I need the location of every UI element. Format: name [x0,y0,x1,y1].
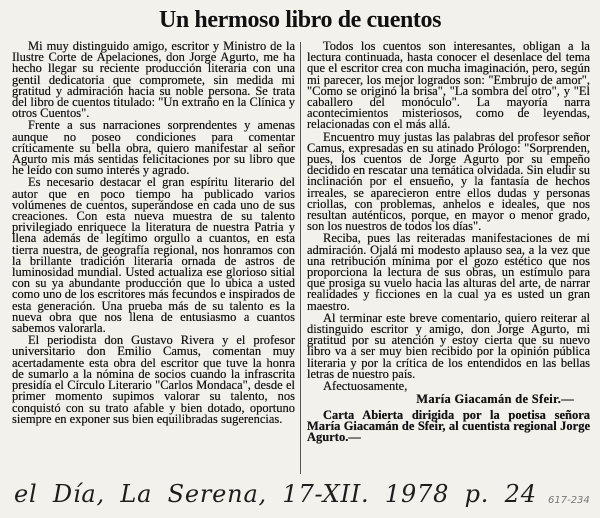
left-paragraph-2: Frente a sus narraciones sorprendentes y amenas aunque no poseo condiciones para comentar críticamente su bella obra, quiero manifestar al señor Agurto mis más sentidas felicitaciones por su libro que he leído con sumo interés y agrado. [12,118,295,178]
right-column [307,41,590,444]
closing-line: Afectuosamente, [323,379,408,394]
right-paragraph-2: Encuentro muy justas las palabras del profesor señor Camus, expresadas en su atinado Prólogo: "Sorprenden, pues, los cuentos de Jorge Agurto por su empeño decidido en rescatar una temática olvidada. Sin eludir su inclinación por el ensueño, y la fantasía de hechos irreales, se aparecieron entre ellos dudas y personas criollas, con problemas, anhelos e ideales, que nos resultan auténticos, porque, en mayor o menor grado, son los nuestros de todos los días". [307,129,590,234]
left-paragraph-4: El periodista don Gustavo Rivera y el profesor universitario don Emilio Camus, comentan muy acertadamente esta obra del escritor que tuve la honra de sumarlo a la nómina de socios cuando la infrascrita presidía el Círculo Literario "Carlos Mondaca", desde el primer momento supimos valorar su talento, nos conquistó con su trato afable y bien dotado, oportuno siempre en exponer sus bien equilibradas sugerencias. [12,333,295,426]
left-paragraph-1: Mi muy distinguido amigo, escritor y Ministro de la Ilustre Corte de Apelaciones, don Jorge Agurto, me ha hecho llegar su reciente producción literaria con una gentil dedicatoria que compromete, sin medida mi gratitud y admiración hacia su noble persona. Se trata del libro de cuentos titulado: "Un extraño en la Clínica y otros Cuentos". [12,39,295,121]
archive-reference-number: 617-234 [548,495,590,506]
author-signature: María Giacamán de Sfeir.— [416,392,574,407]
column-divider [300,42,301,474]
editorial-note: Carta Abierta dirigida por la poetisa señora María Giacamán de Sfeir, al cuentista regional Jorge Agurto.— [307,407,590,444]
right-paragraph-3: Reciba, pues las reiteradas manifestaciones de mi admiración. Ojalá mi modesto aplauso sea, a la vez que una retribución mínima por el gozo estético que nos proporciona la lectura de sus obras, un estímulo para que prosiga su vuelo hacia las alturas del arte, de narrar realidades y ficciones en la cual ya es usted un gran maestro. [307,231,590,313]
right-paragraph-4: Al terminar este breve comentario, quiero reiterar al distinguido escritor y amigo, don Jorge Agurto, mi gratitud por su atención y estoy cierta que su nuevo libro va a ser muy bien recibido por la opinión pública literaria y por la crítica de los entendidos en las bellas letras de nuestro país. [307,310,590,381]
left-column [12,41,295,426]
handwritten-source-note: el Día, La Serena, 17-XII. 1978 p. 24 [14,480,537,508]
right-paragraph-1: Todos los cuentos son interesantes, obligan a la lectura continuada, hasta conocer el desenlace del tema que el escritor crea con mucha imaginación, pero, según mi parecer, los mejor logrados son: "Embrujo de amor", "Como se originó la brisa", "La sombra del otro", y "El caballero del monóculo". La mayoría narra acontecimientos misteriosos, como de leyendas, relacionadas con el más allá. [307,39,590,132]
left-paragraph-3: Es necesario destacar el gran espíritu literario del autor que en poco tiempo ha publicado varios volúmenes de cuentos, superándose en cada uno de sus creaciones. Con esta nueva muestra de su talento privilegiado enriquece la literatura de nuestra Patria y llena además de legítimo orgullo a cuantos, en esta tierra nuestra, de geografía regional, nos honramos con la brillante tradición literaria ornada de astros de luminosidad mundial. Usted actualiza ese glorioso sitial con su ya abundante producción que lo ubica a usted como uno de los escritores más fecundos e inspirados de esta generación. Una prueba más de su talento es la nueva obra que nos llena de entusiasmo a cuantos sabemos valorarla. [12,175,295,336]
article-title: Un hermoso libro de cuentos [158,7,442,33]
